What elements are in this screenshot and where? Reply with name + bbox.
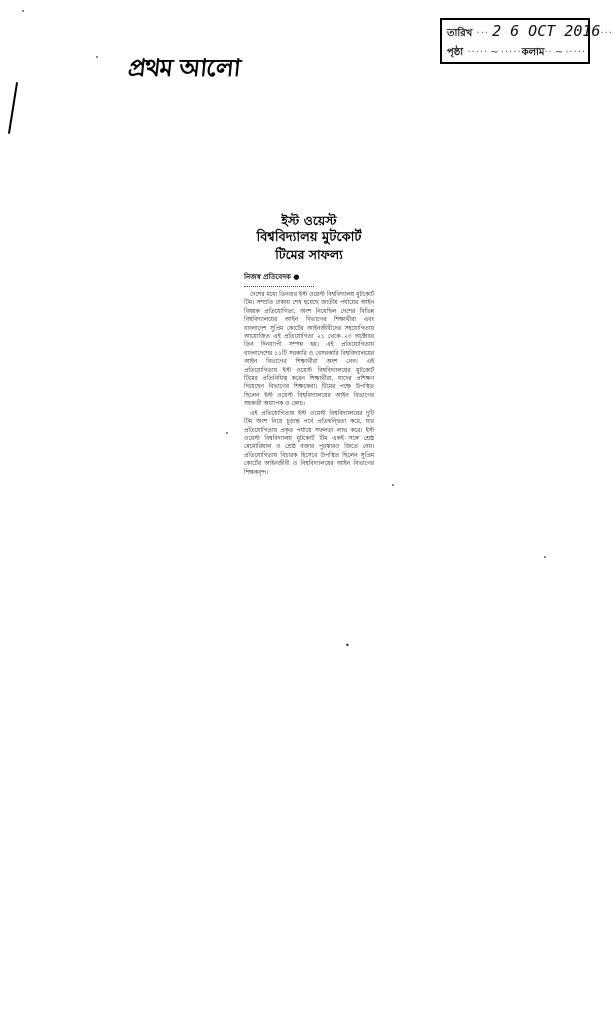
article-byline: নিজস্ব প্রতিবেদক ● (244, 271, 314, 287)
article-paragraph-1: দেশের মধ্যে তিনবার ইস্ট ওয়েস্ট বিশ্ববিদ্যালয় মুটকোর্ট টিম। সম্প্রতি ঢাকায় শেষ হয়েছে জাতীয় পর্যায়ের আইন বিষয়ক প্রতিযোগিতা, অংশ নিয়েছিল দেশের বিভিন্ন বিশ্ববিদ্যালয়ের আইন বিভাগের শিক্ষার্থীরা এবং বাংলাদেশ সুপ্রিম কোর্টের আইনজীবীদের সহযোগিতায় আয়োজিত এই প্রতিযোগিতা ২১ থেকে ২৩ অক্টোবর তিন দিনব্যাপী সম্পন্ন হয়। এই প্রতিযোগিতায় বাংলাদেশের ১১টি সরকারি ও বেসরকারি বিশ্ববিদ্যালয়ের আইন বিভাগের শিক্ষার্থীরা অংশ নেন। এই প্রতিযোগিতায় ইস্ট ওয়েস্ট বিশ্ববিদ্যালয়ের মুটকোর্ট টিমের প্রতিনিধিত্ব করেন শিক্ষার্থীরা, যাদের প্রশিক্ষণ দিয়েছেন বিভাগের শিক্ষকেরা। টিমের পক্ষে উপস্থিত ছিলেন ইস্ট ওয়েস্ট বিশ্ববিদ্যালয়ের আইন বিভাগের সহকারী অধ্যাপক ও কোচ। (244, 291, 374, 408)
stamp-dots: ··· (600, 28, 613, 39)
article-headline (244, 212, 374, 263)
stamp-date-row (447, 22, 613, 43)
scan-speck (96, 56, 98, 58)
stamp-dots: ····· (565, 47, 587, 58)
headline-line-2: বিশ্ববিদ্যালয় মুটকোর্ট (256, 230, 362, 245)
stamp-dots: ····· (500, 47, 522, 58)
stamp-handwritten-mark: ~ (490, 47, 499, 58)
stamp-page-label: পৃষ্ঠা (447, 47, 464, 58)
scan-speck (226, 432, 228, 434)
stamp-dots: ····· (463, 47, 489, 58)
headline-line-3: টিমের সাফল্য (275, 247, 343, 262)
article-body (244, 291, 374, 477)
headline-line-1: ইস্ট ওয়েস্ট (281, 213, 337, 228)
stamp-handwritten-mark: ~ (554, 47, 564, 58)
scan-speck (22, 10, 24, 12)
stamp-dots: ··· (472, 28, 490, 39)
scan-speck (392, 484, 394, 486)
date-stamp (440, 18, 613, 64)
article-paragraph-2: এই প্রতিযোগিতায় ইস্ট ওয়েস্ট বিশ্ববিদ্যালয়ের দুটি টিম অংশ নিয়ে চূড়ান্ত পর্বে প্রতিদ্বন্দ্বিতা করে, যার প্রতিযোগিতায় প্রকৃত পর্যায়ে সফলতা লাভ করে। ইস্ট ওয়েস্ট বিশ্ববিদ্যালয় মুটকোর্ট টিম একই সঙ্গে শ্রেষ্ঠ মেমোরিয়াল ও শ্রেষ্ঠ বক্তার পুরস্কারও জিতে নেয়। প্রতিযোগিতায় বিচারক হিসেবে উপস্থিত ছিলেন সুপ্রিম কোর্টের আইনজীবী ও বিশ্ববিদ্যালয়ের আইন বিভাগের শিক্ষকবৃন্দ। (244, 409, 374, 476)
stamp-column-label: কলাম (521, 47, 545, 58)
stamp-page-row (447, 43, 587, 62)
article-end-mark: • (345, 641, 350, 650)
news-article (244, 212, 374, 477)
scan-artifact-line (8, 82, 18, 134)
stamp-date-label: তারিখ (447, 28, 473, 39)
newspaper-masthead: প্রথম আলো (126, 53, 242, 82)
stamp-date-value: 2 6 OCT 2016 (492, 22, 601, 40)
stamp-dots: ·· (544, 47, 553, 58)
scan-speck (544, 556, 546, 558)
